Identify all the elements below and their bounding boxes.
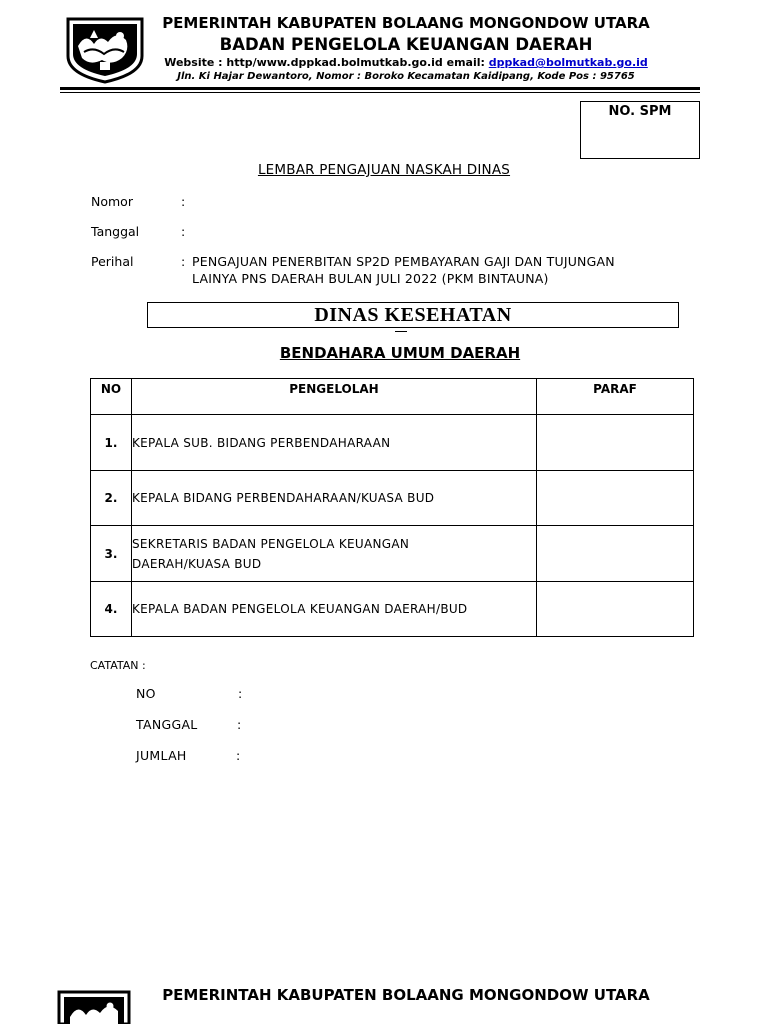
letterhead-website: Website : http/www.dppkad.bolmutkab.go.id email: — [164, 56, 489, 69]
letterhead-rule-thick — [60, 87, 700, 90]
perihal-value-line1: PENGAJUAN PENERBITAN SP2D PEMBAYARAN GAJI DAN TUJUNGAN — [192, 254, 615, 269]
perihal-value-line2: LAINYA PNS DAERAH BULAN JULI 2022 (PKM BINTAUNA) — [192, 271, 549, 286]
row-pengelolah-line1: SEKRETARIS BADAN PENGELOLA KEUANGAN — [132, 536, 410, 551]
dinas-name: DINAS KESEHATAN — [314, 304, 512, 326]
table-row — [91, 582, 694, 637]
nomor-label: Nomor — [91, 194, 133, 209]
letterhead-email-link[interactable]: dppkad@bolmutkab.go.id — [488, 56, 648, 69]
row-number: 4. — [91, 582, 132, 637]
nomor-colon: : — [181, 194, 186, 209]
row-number: 2. — [91, 471, 132, 526]
table-row — [91, 471, 694, 526]
row-pengelolah-line2: DAERAH/KUASA BUD — [132, 556, 262, 571]
row-number: 3. — [91, 526, 132, 582]
table-row — [91, 415, 694, 471]
section-subtitle: BENDAHARA UMUM DAERAH — [279, 344, 521, 362]
tanggal-label: Tanggal — [91, 224, 140, 239]
table-header-no: NO — [91, 379, 132, 415]
spm-number-label: NO. SPM — [608, 104, 672, 119]
table-header-paraf: PARAF — [537, 379, 694, 415]
catatan-jumlah-label: JUMLAH — [136, 748, 187, 763]
row-pengelolah: KEPALA BADAN PENGELOLA KEUANGAN DAERAH/BUD — [132, 582, 537, 637]
perihal-label: Perihal — [91, 254, 134, 269]
letterhead-government-name: PEMERINTAH KABUPATEN BOLAANG MONGONDOW UTARA — [162, 14, 650, 32]
row-paraf-cell — [537, 415, 694, 471]
letterhead-agency-name: BADAN PENGELOLA KEUANGAN DAERAH — [219, 35, 593, 54]
row-number: 1. — [91, 415, 132, 471]
row-pengelolah — [132, 526, 537, 582]
regency-emblem-icon — [56, 989, 132, 1024]
row-paraf-cell — [537, 526, 694, 582]
catatan-no-colon: : — [238, 686, 243, 701]
approval-table — [90, 378, 694, 637]
table-header-pengelolah: PENGELOLAH — [132, 379, 537, 415]
catatan-no-label: NO — [136, 686, 156, 701]
document-title: LEMBAR PENGAJUAN NASKAH DINAS — [257, 162, 511, 178]
table-header-row — [91, 379, 694, 415]
catatan-label: CATATAN : — [90, 659, 146, 672]
letterhead-contact — [150, 56, 662, 69]
tanggal-colon: : — [181, 224, 186, 239]
regency-emblem-icon — [64, 16, 146, 84]
catatan-jumlah-colon: : — [236, 748, 241, 763]
row-pengelolah: KEPALA SUB. BIDANG PERBENDAHARAAN — [132, 415, 537, 471]
next-page-government-name: PEMERINTAH KABUPATEN BOLAANG MONGONDOW UTARA — [162, 986, 650, 1004]
table-row — [91, 526, 694, 582]
letterhead-rule-thin — [60, 92, 700, 93]
row-paraf-cell — [537, 582, 694, 637]
row-paraf-cell — [537, 471, 694, 526]
catatan-tanggal-colon: : — [237, 717, 242, 732]
row-pengelolah: KEPALA BIDANG PERBENDAHARAAN/KUASA BUD — [132, 471, 537, 526]
perihal-colon: : — [181, 254, 186, 269]
letterhead-address: Jln. Ki Hajar Dewantoro, Nomor : Boroko Kecamatan Kaidipang, Kode Pos : 95765 — [177, 71, 635, 82]
catatan-tanggal-label: TANGGAL — [136, 717, 198, 732]
separator-dash — [395, 331, 407, 332]
